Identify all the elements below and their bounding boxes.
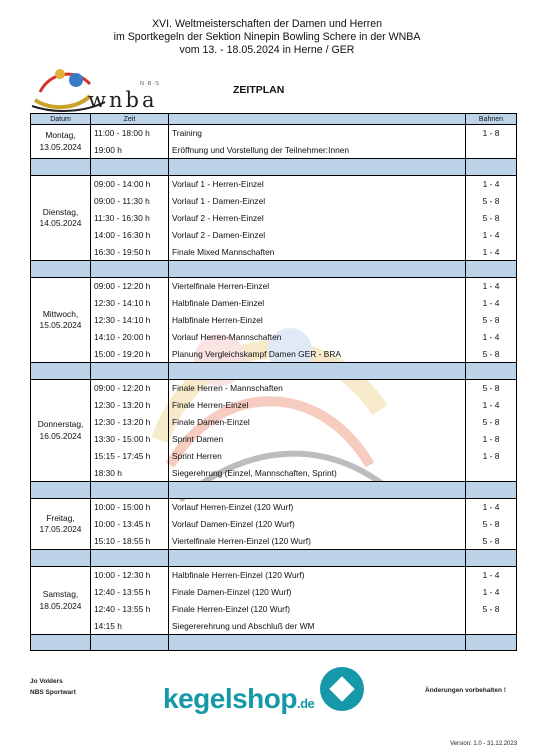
time-cell: 13:30 - 15:00 h xyxy=(91,431,169,448)
separator-cell xyxy=(169,159,466,176)
separator-cell xyxy=(31,482,91,499)
time-cell: 15:00 - 19:20 h xyxy=(91,346,169,363)
table-row xyxy=(31,295,517,312)
event-cell: Halbfinale Damen-Einzel xyxy=(169,295,466,312)
time-cell: 09:00 - 14:00 h xyxy=(91,176,169,193)
separator-cell xyxy=(466,261,517,278)
date-label: 14.05.2024 xyxy=(39,218,82,228)
lanes-cell: 5 - 8 xyxy=(466,312,517,329)
table-row xyxy=(31,142,517,159)
event-cell: Sprint Damen xyxy=(169,431,466,448)
date-label: 17.05.2024 xyxy=(39,524,82,534)
header-line-3: vom 13. - 18.05.2024 in Herne / GER xyxy=(179,44,355,56)
changes-notice: Änderungen vorbehalten ! xyxy=(425,687,506,694)
event-cell: Vorlauf Herren-Mannschaften xyxy=(169,329,466,346)
day-date-cell xyxy=(31,499,91,550)
table-row xyxy=(31,278,517,295)
table-row xyxy=(31,601,517,618)
lanes-cell: 1 - 4 xyxy=(466,584,517,601)
lanes-cell xyxy=(466,142,517,159)
schedule-table xyxy=(30,113,517,651)
table-row xyxy=(31,567,517,584)
lanes-cell: 1 - 4 xyxy=(466,176,517,193)
time-cell: 10:00 - 12:30 h xyxy=(91,567,169,584)
time-cell: 16:30 - 19:50 h xyxy=(91,244,169,261)
table-row xyxy=(31,533,517,550)
event-cell: Sprint Herren xyxy=(169,448,466,465)
event-cell: Finale Herren-Einzel xyxy=(169,397,466,414)
time-cell: 11:30 - 16:30 h xyxy=(91,210,169,227)
table-row xyxy=(31,499,517,516)
table-row xyxy=(31,227,517,244)
separator-cell xyxy=(31,159,91,176)
lanes-cell: 1 - 4 xyxy=(466,227,517,244)
day-separator-row xyxy=(31,550,517,567)
event-cell: Halbfinale Herren-Einzel xyxy=(169,312,466,329)
time-cell: 12:30 - 14:10 h xyxy=(91,295,169,312)
schedule-body xyxy=(31,125,517,651)
time-cell: 18:30 h xyxy=(91,465,169,482)
separator-cell xyxy=(169,550,466,567)
time-cell: 15:15 - 17:45 h xyxy=(91,448,169,465)
day-separator-row xyxy=(31,159,517,176)
time-cell: 14:10 - 20:00 h xyxy=(91,329,169,346)
day-separator-row xyxy=(31,482,517,499)
footer-role: NBS Sportwart xyxy=(30,689,76,696)
event-cell: Vorlauf 1 - Herren-Einzel xyxy=(169,176,466,193)
event-cell: Vorlauf Herren-Einzel (120 Wurf) xyxy=(169,499,466,516)
day-date-cell xyxy=(31,176,91,261)
table-row xyxy=(31,346,517,363)
footer-name: Jo Volders xyxy=(30,678,63,685)
table-row xyxy=(31,244,517,261)
time-cell: 12:40 - 13:55 h xyxy=(91,584,169,601)
weekday-label: Mittwoch, xyxy=(42,308,79,319)
lanes-cell: 5 - 8 xyxy=(466,414,517,431)
time-cell: 14:00 - 16:30 h xyxy=(91,227,169,244)
event-cell: Finale Herren-Einzel (120 Wurf) xyxy=(169,601,466,618)
weekday-label: Donnerstag, xyxy=(37,419,84,429)
separator-cell xyxy=(91,550,169,567)
date-label: 18.05.2024 xyxy=(39,600,82,611)
time-cell: 12:30 - 14:10 h xyxy=(91,312,169,329)
lanes-cell: 5 - 8 xyxy=(466,516,517,533)
time-cell: 14:15 h xyxy=(91,618,169,635)
table-row xyxy=(31,516,517,533)
table-row xyxy=(31,380,517,397)
table-row xyxy=(31,431,517,448)
logo-text: wnba xyxy=(88,88,158,112)
day-date-cell xyxy=(31,567,91,635)
date-label: 15.05.2024 xyxy=(39,320,82,330)
time-cell: 10:00 - 15:00 h xyxy=(91,499,169,516)
table-row xyxy=(31,193,517,210)
separator-cell xyxy=(169,482,466,499)
column-header-date: Datum xyxy=(31,114,91,125)
separator-cell xyxy=(466,363,517,380)
header-line-1: XVI. Weltmeisterschaften der Damen und Herren xyxy=(151,18,383,30)
separator-cell xyxy=(91,261,169,278)
event-cell: Training xyxy=(169,125,466,142)
event-cell: Finale Herren - Mannschaften xyxy=(169,380,466,397)
table-row xyxy=(31,465,517,482)
time-cell: 10:00 - 13:45 h xyxy=(91,516,169,533)
lanes-cell: 1 - 4 xyxy=(466,278,517,295)
separator-cell xyxy=(31,635,91,651)
lanes-cell: 1 - 8 xyxy=(466,448,517,465)
table-row xyxy=(31,618,517,635)
column-header-event xyxy=(169,114,466,125)
date-label: 16.05.2024 xyxy=(39,430,82,441)
separator-cell xyxy=(466,159,517,176)
sponsor-name: kegelshop xyxy=(163,683,297,714)
column-header-lanes: Bahnen xyxy=(466,114,517,125)
event-cell: Finale Damen-Einzel xyxy=(169,414,466,431)
date-label: 13.05.2024 xyxy=(39,141,82,152)
weekday-label: Freitag, xyxy=(46,512,75,523)
event-cell: Siegerehrung (Einzel, Mannschaften, Sprint) xyxy=(169,465,466,482)
lanes-cell xyxy=(466,465,517,482)
separator-cell xyxy=(91,635,169,651)
time-cell: 11:00 - 18:00 h xyxy=(91,125,169,142)
lanes-cell: 1 - 4 xyxy=(466,329,517,346)
bowling-ball-icon xyxy=(318,665,366,713)
separator-cell xyxy=(91,159,169,176)
separator-cell xyxy=(31,363,91,380)
time-cell: 12:30 - 13:20 h xyxy=(91,414,169,431)
sponsor-logo xyxy=(163,683,314,715)
event-cell: Eröffnung und Vorstellung der Teilnehmer:Innen xyxy=(169,142,466,159)
column-header-time: Zeit xyxy=(91,114,169,125)
event-cell: Vorlauf 1 - Damen-Einzel xyxy=(169,193,466,210)
event-cell: Halbfinale Herren-Einzel (120 Wurf) xyxy=(169,567,466,584)
version-label: Version: 1.0 - 31.12.2023 xyxy=(450,741,518,747)
lanes-cell: 1 - 4 xyxy=(466,499,517,516)
time-cell: 15:10 - 18:55 h xyxy=(91,533,169,550)
day-date-cell xyxy=(31,278,91,363)
time-cell: 12:30 - 13:20 h xyxy=(91,397,169,414)
event-cell: Finale Damen-Einzel (120 Wurf) xyxy=(169,584,466,601)
separator-cell xyxy=(466,635,517,651)
table-row xyxy=(31,329,517,346)
footer-signature xyxy=(30,676,76,698)
lanes-cell xyxy=(466,618,517,635)
lanes-cell: 1 - 4 xyxy=(466,244,517,261)
event-cell: Planung Vergleichskampf Damen GER - BRA xyxy=(169,346,466,363)
lanes-cell: 1 - 8 xyxy=(466,125,517,142)
lanes-cell: 5 - 8 xyxy=(466,533,517,550)
page-title: ZEITPLAN xyxy=(233,84,285,96)
time-cell: 09:00 - 11:30 h xyxy=(91,193,169,210)
time-cell: 12:40 - 13:55 h xyxy=(91,601,169,618)
event-cell: Siegererehrung und Abschluß der WM xyxy=(169,618,466,635)
separator-cell xyxy=(31,261,91,278)
lanes-cell: 5 - 8 xyxy=(466,210,517,227)
separator-cell xyxy=(169,261,466,278)
event-cell: Vorlauf Damen-Einzel (120 Wurf) xyxy=(169,516,466,533)
table-row xyxy=(31,176,517,193)
lanes-cell: 5 - 8 xyxy=(466,346,517,363)
day-separator-row xyxy=(31,635,517,651)
lanes-cell: 5 - 8 xyxy=(466,601,517,618)
table-row xyxy=(31,584,517,601)
time-cell: 09:00 - 12:20 h xyxy=(91,380,169,397)
separator-cell xyxy=(31,550,91,567)
separator-cell xyxy=(466,482,517,499)
separator-cell xyxy=(169,363,466,380)
lanes-cell: 1 - 4 xyxy=(466,295,517,312)
lanes-cell: 5 - 8 xyxy=(466,380,517,397)
separator-cell xyxy=(466,550,517,567)
lanes-cell: 1 - 4 xyxy=(466,567,517,584)
lanes-cell: 5 - 8 xyxy=(466,193,517,210)
table-row xyxy=(31,312,517,329)
time-cell: 19:00 h xyxy=(91,142,169,159)
time-cell: 09:00 - 12:20 h xyxy=(91,278,169,295)
lanes-cell: 1 - 4 xyxy=(466,397,517,414)
event-cell: Vorlauf 2 - Herren-Einzel xyxy=(169,210,466,227)
event-cell: Vorlauf 2 - Damen-Einzel xyxy=(169,227,466,244)
header-line-2: im Sportkegeln der Sektion Ninepin Bowling Schere in der WNBA xyxy=(113,31,421,43)
table-row xyxy=(31,125,517,142)
sponsor-tld: .de xyxy=(296,696,315,711)
weekday-label: Samstag, xyxy=(42,589,79,599)
table-row xyxy=(31,210,517,227)
table-header-row xyxy=(31,114,517,125)
lanes-cell: 1 - 8 xyxy=(466,431,517,448)
event-cell: Viertelfinale Herren-Einzel (120 Wurf) xyxy=(169,533,466,550)
document-header xyxy=(0,18,534,57)
table-row xyxy=(31,397,517,414)
day-separator-row xyxy=(31,261,517,278)
separator-cell xyxy=(91,363,169,380)
event-cell: Viertelfinale Herren-Einzel xyxy=(169,278,466,295)
weekday-label: Montag, xyxy=(45,130,76,140)
event-cell: Finale Mixed Mannschaften xyxy=(169,244,466,261)
separator-cell xyxy=(91,482,169,499)
table-row xyxy=(31,414,517,431)
table-row xyxy=(31,448,517,465)
day-date-cell xyxy=(31,380,91,482)
day-date-cell xyxy=(31,125,91,159)
logo-subtitle: N·B·S xyxy=(140,81,160,87)
weekday-label: Dienstag, xyxy=(42,206,79,217)
separator-cell xyxy=(169,635,466,651)
day-separator-row xyxy=(31,363,517,380)
